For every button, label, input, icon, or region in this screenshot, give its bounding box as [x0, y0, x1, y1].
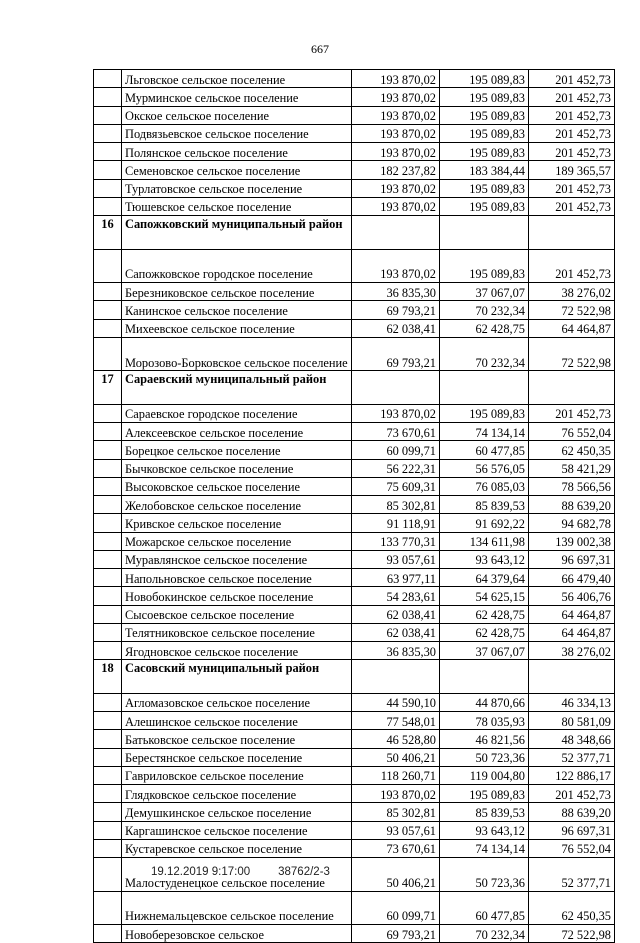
- settlement-name: Малостуденецкое сельское поселение: [122, 858, 352, 892]
- budget-table: [93, 69, 615, 943]
- table-row: [94, 459, 615, 477]
- value-2019: 193 870,02: [352, 106, 440, 124]
- table-row: [94, 319, 615, 337]
- settlement-name: Сараевское городское поселение: [122, 404, 352, 422]
- value-2020: 195 089,83: [440, 124, 529, 142]
- table-row: [94, 766, 615, 784]
- document-footer: [151, 866, 330, 878]
- value-2020: 93 643,12: [440, 821, 529, 839]
- value-2020: 85 839,53: [440, 803, 529, 821]
- row-number-empty: [94, 283, 122, 301]
- settlement-name: Канинское сельское поселение: [122, 301, 352, 319]
- value-cell-empty: [352, 216, 440, 250]
- settlement-name: Каргашинское сельское поселение: [122, 821, 352, 839]
- settlement-name: Льговское сельское поселение: [122, 70, 352, 88]
- table-row: [94, 712, 615, 730]
- value-2020: 56 576,05: [440, 459, 529, 477]
- value-2020: 183 384,44: [440, 161, 529, 179]
- settlement-name: Тюшевское сельское поселение: [122, 197, 352, 215]
- row-number-empty: [94, 161, 122, 179]
- value-2019: 69 793,21: [352, 301, 440, 319]
- settlement-name: Сапожковское городское поселение: [122, 249, 352, 283]
- table-row: [94, 748, 615, 766]
- value-2021: 201 452,73: [529, 124, 615, 142]
- value-2019: 44 590,10: [352, 693, 440, 711]
- value-2019: 193 870,02: [352, 249, 440, 283]
- value-2020: 54 625,15: [440, 587, 529, 605]
- table-row: [94, 803, 615, 821]
- value-2019: 118 260,71: [352, 766, 440, 784]
- value-2020: 44 870,66: [440, 693, 529, 711]
- value-2019: 62 038,41: [352, 319, 440, 337]
- settlement-name: Березниковское сельское поселение: [122, 283, 352, 301]
- row-number-empty: [94, 301, 122, 319]
- value-2020: 195 089,83: [440, 249, 529, 283]
- settlement-name: Кустаревское сельское поселение: [122, 839, 352, 857]
- value-cell-empty: [352, 371, 440, 405]
- value-2019: 133 770,31: [352, 532, 440, 550]
- value-2020: 195 089,83: [440, 404, 529, 422]
- settlement-name: Телятниковское сельское поселение: [122, 623, 352, 641]
- value-2019: 193 870,02: [352, 70, 440, 88]
- district-name: Сасовский муниципальный район: [122, 660, 352, 694]
- settlement-name: Борецкое сельское поселение: [122, 441, 352, 459]
- value-2021: 94 682,78: [529, 514, 615, 532]
- value-2019: 91 118,91: [352, 514, 440, 532]
- row-number-empty: [94, 70, 122, 88]
- value-2019: 46 528,80: [352, 730, 440, 748]
- row-number-empty: [94, 605, 122, 623]
- settlement-name: Можарское сельское поселение: [122, 532, 352, 550]
- value-2021: 201 452,73: [529, 249, 615, 283]
- settlement-name: Семеновское сельское поселение: [122, 161, 352, 179]
- value-2021: 201 452,73: [529, 197, 615, 215]
- value-cell-empty: [529, 216, 615, 250]
- value-2020: 60 477,85: [440, 891, 529, 925]
- value-2020: 134 611,98: [440, 532, 529, 550]
- row-number-empty: [94, 623, 122, 641]
- value-2020: 195 089,83: [440, 106, 529, 124]
- settlement-name: Нижнемальцевское сельское поселение: [122, 891, 352, 925]
- value-2019: 62 038,41: [352, 623, 440, 641]
- value-2021: 66 479,40: [529, 569, 615, 587]
- value-2020: 62 428,75: [440, 319, 529, 337]
- footer-code: 38762/2-3: [278, 866, 330, 878]
- table-row: [94, 477, 615, 495]
- row-number-empty: [94, 712, 122, 730]
- row-number-empty: [94, 459, 122, 477]
- table-row: [94, 693, 615, 711]
- table-row: [94, 88, 615, 106]
- district-number: 18: [94, 660, 122, 694]
- value-2021: 88 639,20: [529, 803, 615, 821]
- value-2019: 36 835,30: [352, 283, 440, 301]
- value-2019: 85 302,81: [352, 496, 440, 514]
- settlement-name: Глядковское сельское поселение: [122, 785, 352, 803]
- value-2021: 80 581,09: [529, 712, 615, 730]
- value-2020: 60 477,85: [440, 441, 529, 459]
- table-row: [94, 301, 615, 319]
- value-2021: 72 522,98: [529, 301, 615, 319]
- row-number-empty: [94, 423, 122, 441]
- value-2021: 38 276,02: [529, 283, 615, 301]
- row-number-empty: [94, 550, 122, 568]
- settlement-name: Демушкинское сельское поселение: [122, 803, 352, 821]
- value-2020: 46 821,56: [440, 730, 529, 748]
- row-number-empty: [94, 821, 122, 839]
- settlement-name: Бычковское сельское поселение: [122, 459, 352, 477]
- row-number-empty: [94, 839, 122, 857]
- value-2019: 193 870,02: [352, 179, 440, 197]
- value-2019: 60 099,71: [352, 441, 440, 459]
- value-2019: 36 835,30: [352, 642, 440, 660]
- row-number-empty: [94, 803, 122, 821]
- value-2021: 38 276,02: [529, 642, 615, 660]
- value-2019: 50 406,21: [352, 748, 440, 766]
- table-row: [94, 925, 615, 943]
- table-row: [94, 821, 615, 839]
- row-number-empty: [94, 179, 122, 197]
- row-number-empty: [94, 587, 122, 605]
- table-row: [94, 179, 615, 197]
- row-number-empty: [94, 88, 122, 106]
- value-2019: 193 870,02: [352, 197, 440, 215]
- table-row: [94, 569, 615, 587]
- settlement-name: Батьковское сельское поселение: [122, 730, 352, 748]
- table-row: [94, 124, 615, 142]
- settlement-name: Подвязьевское сельское поселение: [122, 124, 352, 142]
- value-2020: 50 723,36: [440, 858, 529, 892]
- table-row: [94, 623, 615, 641]
- value-2020: 195 089,83: [440, 179, 529, 197]
- table-row: [94, 337, 615, 371]
- settlement-name: Новобокинское сельское поселение: [122, 587, 352, 605]
- table-row: [94, 891, 615, 925]
- settlement-name: Ягодновское сельское поселение: [122, 642, 352, 660]
- value-cell-empty: [529, 371, 615, 405]
- value-2020: 62 428,75: [440, 605, 529, 623]
- district-header-row: [94, 216, 615, 250]
- value-2020: 85 839,53: [440, 496, 529, 514]
- table-row: [94, 496, 615, 514]
- row-number-empty: [94, 858, 122, 892]
- value-2020: 70 232,34: [440, 337, 529, 371]
- table-row: [94, 106, 615, 124]
- table-row: [94, 605, 615, 623]
- table-row: [94, 70, 615, 88]
- settlement-name: Морозово-Борковское сельское поселение: [122, 337, 352, 371]
- value-2021: 189 365,57: [529, 161, 615, 179]
- row-number-empty: [94, 925, 122, 943]
- value-2021: 64 464,87: [529, 623, 615, 641]
- value-2020: 119 004,80: [440, 766, 529, 784]
- row-number-empty: [94, 124, 122, 142]
- table-row: [94, 514, 615, 532]
- value-2019: 193 870,02: [352, 143, 440, 161]
- settlement-name: Алексеевское сельское поселение: [122, 423, 352, 441]
- table-row: [94, 839, 615, 857]
- value-2019: 85 302,81: [352, 803, 440, 821]
- row-number-empty: [94, 337, 122, 371]
- settlement-name: Мурминское сельское поселение: [122, 88, 352, 106]
- row-number-empty: [94, 496, 122, 514]
- value-2020: 64 379,64: [440, 569, 529, 587]
- value-2021: 46 334,13: [529, 693, 615, 711]
- value-2021: 78 566,56: [529, 477, 615, 495]
- value-2019: 54 283,61: [352, 587, 440, 605]
- value-2021: 56 406,76: [529, 587, 615, 605]
- table-row: [94, 532, 615, 550]
- row-number-empty: [94, 319, 122, 337]
- table-row: [94, 161, 615, 179]
- settlement-name: Высоковское сельское поселение: [122, 477, 352, 495]
- settlement-name: Берестянское сельское поселение: [122, 748, 352, 766]
- value-2019: 193 870,02: [352, 124, 440, 142]
- value-2021: 201 452,73: [529, 88, 615, 106]
- settlement-name: Турлатовское сельское поселение: [122, 179, 352, 197]
- value-2020: 195 089,83: [440, 143, 529, 161]
- row-number-empty: [94, 404, 122, 422]
- settlement-name: Гавриловское сельское поселение: [122, 766, 352, 784]
- settlement-name: Полянское сельское поселение: [122, 143, 352, 161]
- value-2021: 48 348,66: [529, 730, 615, 748]
- value-2020: 70 232,34: [440, 301, 529, 319]
- row-number-empty: [94, 441, 122, 459]
- value-2020: 195 089,83: [440, 197, 529, 215]
- settlement-name: Желобовское сельское поселение: [122, 496, 352, 514]
- value-2019: 62 038,41: [352, 605, 440, 623]
- value-cell-empty: [440, 216, 529, 250]
- value-2020: 37 067,07: [440, 642, 529, 660]
- row-number-empty: [94, 569, 122, 587]
- value-2021: 64 464,87: [529, 605, 615, 623]
- value-2020: 70 232,34: [440, 925, 529, 943]
- value-2020: 91 692,22: [440, 514, 529, 532]
- value-cell-empty: [440, 660, 529, 694]
- value-2021: 76 552,04: [529, 839, 615, 857]
- value-2021: 52 377,71: [529, 858, 615, 892]
- table-row: [94, 249, 615, 283]
- district-name: Сараевский муниципальный район: [122, 371, 352, 405]
- value-2021: 201 452,73: [529, 143, 615, 161]
- value-2020: 62 428,75: [440, 623, 529, 641]
- settlement-name: Муравлянское сельское поселение: [122, 550, 352, 568]
- value-2019: 193 870,02: [352, 785, 440, 803]
- settlement-name: Кривское сельское поселение: [122, 514, 352, 532]
- value-2021: 122 886,17: [529, 766, 615, 784]
- value-2019: 93 057,61: [352, 550, 440, 568]
- value-2019: 77 548,01: [352, 712, 440, 730]
- settlement-name: Окское сельское поселение: [122, 106, 352, 124]
- value-cell-empty: [352, 660, 440, 694]
- row-number-empty: [94, 197, 122, 215]
- value-2021: 64 464,87: [529, 319, 615, 337]
- value-cell-empty: [440, 371, 529, 405]
- value-2021: 96 697,31: [529, 821, 615, 839]
- value-2020: 76 085,03: [440, 477, 529, 495]
- value-2021: 62 450,35: [529, 441, 615, 459]
- value-2019: 60 099,71: [352, 891, 440, 925]
- value-2020: 93 643,12: [440, 550, 529, 568]
- row-number-empty: [94, 730, 122, 748]
- district-header-row: [94, 660, 615, 694]
- table-row: [94, 730, 615, 748]
- district-name: Сапожковский муниципальный район: [122, 216, 352, 250]
- value-2019: 182 237,82: [352, 161, 440, 179]
- value-2020: 74 134,14: [440, 839, 529, 857]
- row-number-empty: [94, 766, 122, 784]
- value-2020: 195 089,83: [440, 70, 529, 88]
- row-number-empty: [94, 748, 122, 766]
- value-2020: 195 089,83: [440, 88, 529, 106]
- row-number-empty: [94, 891, 122, 925]
- page-number: 667: [311, 42, 329, 56]
- row-number-empty: [94, 514, 122, 532]
- settlement-name: Сысоевское сельское поселение: [122, 605, 352, 623]
- table-row: [94, 283, 615, 301]
- table-row: [94, 197, 615, 215]
- row-number-empty: [94, 693, 122, 711]
- value-cell-empty: [529, 660, 615, 694]
- district-number: 17: [94, 371, 122, 405]
- value-2021: 139 002,38: [529, 532, 615, 550]
- value-2021: 88 639,20: [529, 496, 615, 514]
- value-2021: 201 452,73: [529, 106, 615, 124]
- value-2019: 50 406,21: [352, 858, 440, 892]
- footer-date: 19.12.2019 9:17:00: [151, 866, 251, 878]
- value-2021: 62 450,35: [529, 891, 615, 925]
- settlement-name: Агломазовское сельское поселение: [122, 693, 352, 711]
- value-2021: 72 522,98: [529, 337, 615, 371]
- value-2019: 193 870,02: [352, 88, 440, 106]
- settlement-name: Напольновское сельское поселение: [122, 569, 352, 587]
- value-2021: 96 697,31: [529, 550, 615, 568]
- settlement-name: Алешинское сельское поселение: [122, 712, 352, 730]
- district-header-row: [94, 371, 615, 405]
- row-number-empty: [94, 143, 122, 161]
- value-2020: 50 723,36: [440, 748, 529, 766]
- table-row: [94, 441, 615, 459]
- value-2021: 201 452,73: [529, 179, 615, 197]
- value-2019: 56 222,31: [352, 459, 440, 477]
- table-row: [94, 785, 615, 803]
- value-2019: 73 670,61: [352, 839, 440, 857]
- value-2020: 74 134,14: [440, 423, 529, 441]
- value-2019: 63 977,11: [352, 569, 440, 587]
- row-number-empty: [94, 785, 122, 803]
- value-2019: 193 870,02: [352, 404, 440, 422]
- table-row: [94, 423, 615, 441]
- value-2020: 78 035,93: [440, 712, 529, 730]
- value-2020: 195 089,83: [440, 785, 529, 803]
- row-number-empty: [94, 532, 122, 550]
- table-row: [94, 404, 615, 422]
- value-2021: 52 377,71: [529, 748, 615, 766]
- table-row: [94, 550, 615, 568]
- value-2019: 73 670,61: [352, 423, 440, 441]
- value-2019: 93 057,61: [352, 821, 440, 839]
- value-2021: 201 452,73: [529, 70, 615, 88]
- value-2021: 58 421,29: [529, 459, 615, 477]
- table-row: [94, 587, 615, 605]
- value-2019: 69 793,21: [352, 337, 440, 371]
- table-row: [94, 143, 615, 161]
- value-2019: 75 609,31: [352, 477, 440, 495]
- row-number-empty: [94, 106, 122, 124]
- value-2021: 72 522,98: [529, 925, 615, 943]
- settlement-name: Новоберезовское сельское: [122, 925, 352, 943]
- settlement-name: Михеевское сельское поселение: [122, 319, 352, 337]
- row-number-empty: [94, 249, 122, 283]
- district-number: 16: [94, 216, 122, 250]
- value-2021: 201 452,73: [529, 404, 615, 422]
- value-2021: 76 552,04: [529, 423, 615, 441]
- value-2021: 201 452,73: [529, 785, 615, 803]
- table-row: [94, 642, 615, 660]
- value-2019: 69 793,21: [352, 925, 440, 943]
- value-2020: 37 067,07: [440, 283, 529, 301]
- row-number-empty: [94, 642, 122, 660]
- row-number-empty: [94, 477, 122, 495]
